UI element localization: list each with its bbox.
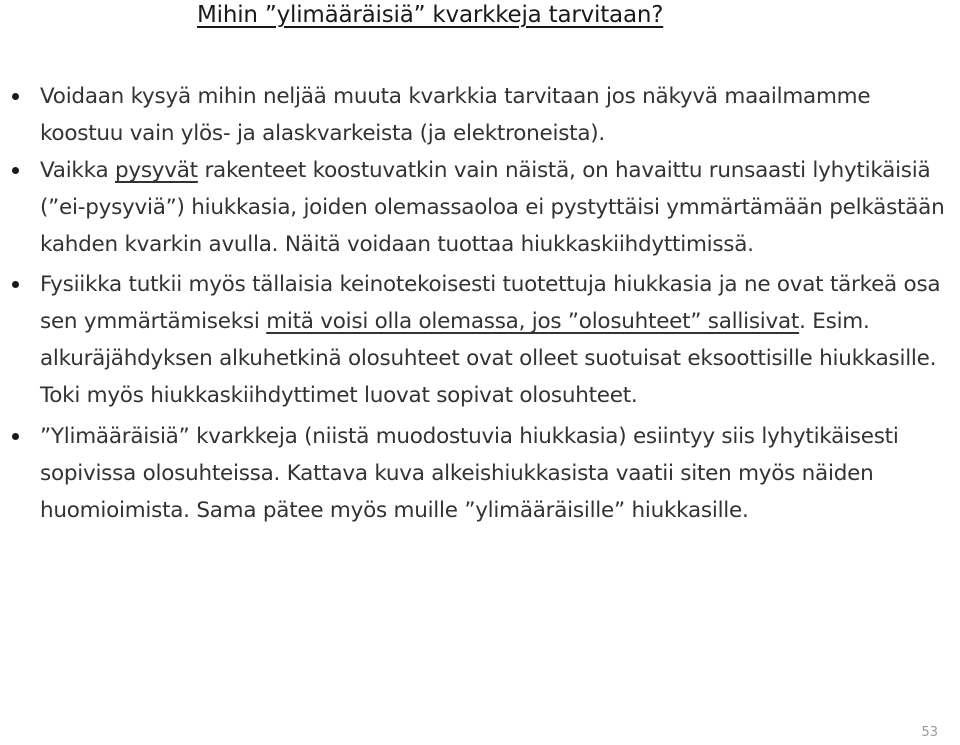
bullet-2-underlined-term: pysyvät [114, 158, 198, 183]
bullet-3-underlined-phrase: mitä voisi olla olemassa, jos ”olosuhteet” sallisivat [266, 309, 800, 334]
bullet-2-text-post: rakenteet koostuvatkin vain näistä, on havaittu runsaasti lyhytikäisiä (”ei-pysyviä”) hiukkasia, joiden olemassaoloa ei pystyttäisi ymmärtämään pelkästään kahden kvarkin avulla. Näitä voidaan tuottaa hiukkaskiihdyttimissä. [40, 158, 945, 257]
bullet-item-1 [0, 78, 960, 152]
bullet-item-2 [0, 152, 960, 263]
page-number: 53 [921, 725, 938, 740]
bullet-3-text-post: . Esim. alkuräjähdyksen alkuhetkinä olosuhteet ovat olleet suotuisat eksoottisille hiukkasille. Toki myös hiukkaskiihdyttimet luovat sopivat olosuhteet. [40, 309, 937, 408]
bullet-item-3 [0, 266, 960, 414]
bullet-2-text-pre: Vaikka [40, 158, 115, 183]
bullet-1-text: Voidaan kysyä mihin neljää muuta kvarkkia tarvitaan jos näkyvä maailmamme koostuu vain ylös- ja alaskvarkeista (ja elektroneista). [40, 84, 871, 146]
bullet-item-4 [0, 418, 960, 529]
bullet-list [0, 78, 960, 529]
bullet-3-text-pre: Fysiikka tutkii myös tällaisia keinotekoisesti tuotettuja hiukkasia ja ne ovat tärkeä osa sen ymmärtämiseksi [40, 272, 941, 334]
slide-title: Mihin ”ylimääräisiä” kvarkkeja tarvitaan? [197, 2, 664, 28]
bullet-4-text: ”Ylimääräisiä” kvarkkeja (niistä muodostuvia hiukkasia) esiintyy siis lyhytikäisesti sopivissa olosuhteissa. Kattava kuva alkeishiukkasista vaatii siten myös näiden huomioimista. Sama pätee myös muille ”ylimääräisille” hiukkasille. [40, 424, 899, 523]
